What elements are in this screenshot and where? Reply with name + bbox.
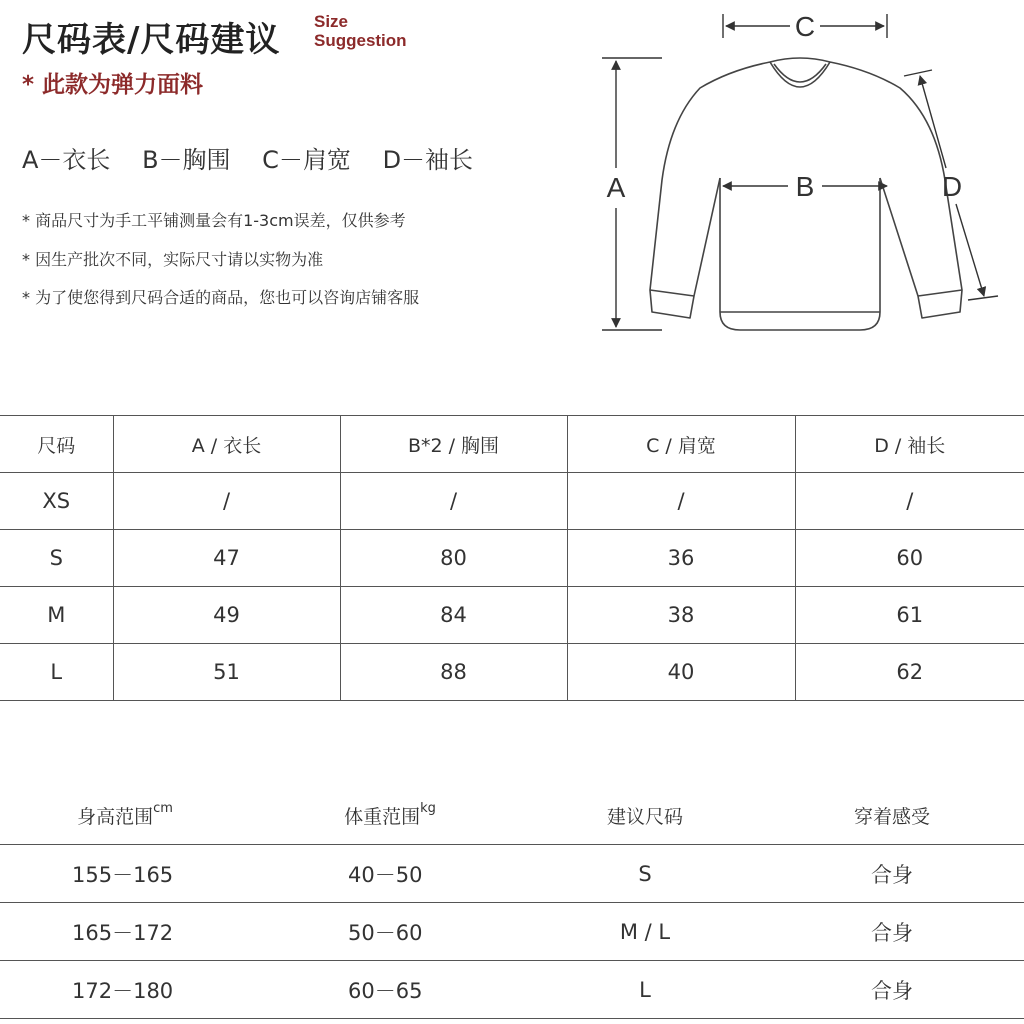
table-cell: 40	[567, 644, 795, 701]
header-cell	[0, 786, 250, 845]
table-cell: M / L	[530, 903, 760, 961]
sweater-diagram	[590, 0, 1010, 345]
table-cell: 62	[795, 644, 1024, 701]
notes-list	[22, 202, 419, 318]
table-cell: 61	[795, 587, 1024, 644]
table-cell: L	[0, 644, 113, 701]
page-title-english	[314, 12, 407, 50]
header-cell: D / 袖长	[795, 416, 1024, 473]
weight-range-header: 体重范围	[344, 805, 421, 828]
table-row	[0, 644, 1024, 701]
table-row	[0, 587, 1024, 644]
size-table	[0, 415, 1024, 701]
recommendation-table	[0, 786, 1024, 1019]
table-row	[0, 473, 1024, 530]
header-cell: 穿着感受	[760, 786, 1024, 845]
table-cell: 49	[113, 587, 340, 644]
height-range-header: 身高范围	[77, 805, 154, 828]
table-cell: 60－65	[250, 961, 530, 1019]
header-cell: B*2 / 胸围	[340, 416, 567, 473]
table-cell: M	[0, 587, 113, 644]
table-cell: L	[530, 961, 760, 1019]
diagram-label-b: B	[795, 171, 815, 202]
table-cell: 36	[567, 530, 795, 587]
table-cell: S	[0, 530, 113, 587]
header-cell	[250, 786, 530, 845]
diagram-label-a: A	[606, 172, 626, 203]
title-en-line1: Size	[314, 12, 349, 31]
table-cell: 88	[340, 644, 567, 701]
table-row	[0, 903, 1024, 961]
legend-c: C－肩宽	[262, 146, 351, 174]
table-cell: 合身	[760, 961, 1024, 1019]
unit-cm: cm	[153, 801, 173, 817]
header-cell: 建议尺码	[530, 786, 760, 845]
table-header-row	[0, 786, 1024, 845]
diagram-label-c: C	[794, 11, 816, 42]
legend-d: D－袖长	[382, 146, 474, 174]
table-row	[0, 845, 1024, 903]
table-cell: /	[340, 473, 567, 530]
header-cell: 尺码	[0, 416, 113, 473]
table-cell: 40－50	[250, 845, 530, 903]
table-row	[0, 961, 1024, 1019]
table-cell: 38	[567, 587, 795, 644]
table-cell: 84	[340, 587, 567, 644]
table-cell: /	[795, 473, 1024, 530]
legend-b: B－胸围	[142, 146, 231, 174]
title-en-line2: Suggestion	[314, 31, 407, 50]
header-cell: A / 衣长	[113, 416, 340, 473]
table-cell: 165－172	[0, 903, 250, 961]
page-title: 尺码表/尺码建议	[22, 20, 281, 60]
header-cell: C / 肩宽	[567, 416, 795, 473]
legend-a: A－衣长	[22, 146, 111, 174]
table-cell: 合身	[760, 845, 1024, 903]
table-cell: 155－165	[0, 845, 250, 903]
table-cell: 47	[113, 530, 340, 587]
unit-kg: kg	[420, 801, 436, 817]
table-cell: 172－180	[0, 961, 250, 1019]
diagram-label-d: D	[941, 171, 963, 202]
note-item: * 为了使您得到尺码合适的商品，您也可以咨询店铺客服	[22, 288, 420, 307]
table-cell: 80	[340, 530, 567, 587]
table-cell: XS	[0, 473, 113, 530]
table-cell: 合身	[760, 903, 1024, 961]
measurement-legend	[22, 140, 497, 175]
note-item: * 因生产批次不同，实际尺寸请以实物为准	[22, 249, 324, 269]
table-cell: 50－60	[250, 903, 530, 961]
table-cell: /	[567, 473, 795, 530]
note-item: * 商品尺寸为手工平铺测量会有1-3cm误差，仅供参考	[22, 211, 406, 230]
table-row	[0, 530, 1024, 587]
table-cell: /	[113, 473, 340, 530]
table-header-row	[0, 416, 1024, 473]
table-cell: 51	[113, 644, 340, 701]
table-cell: 60	[795, 530, 1024, 587]
table-cell: S	[530, 845, 760, 903]
elastic-fabric-note: * 此款为弹力面料	[22, 72, 204, 98]
